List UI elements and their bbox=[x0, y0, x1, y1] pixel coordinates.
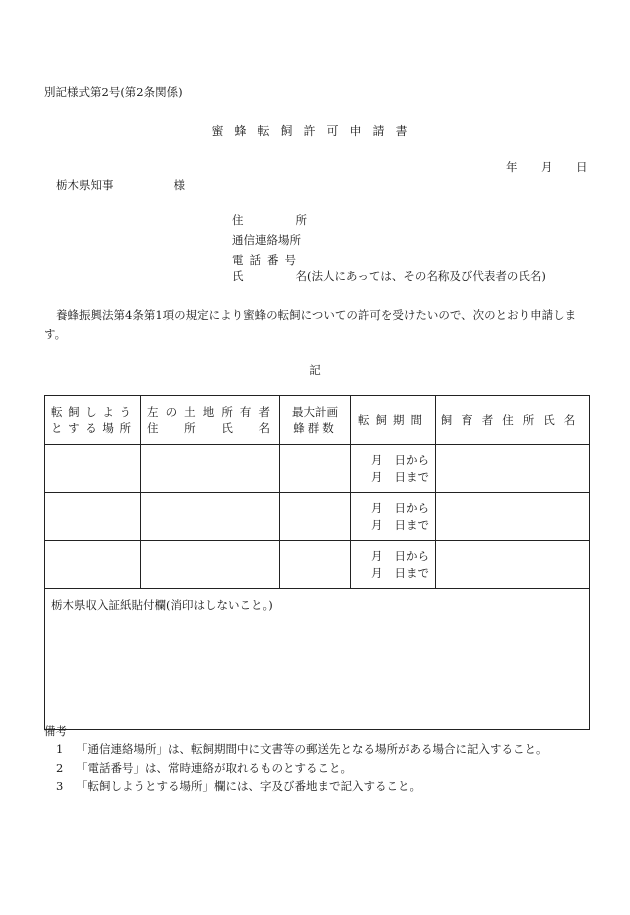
header-keeper: 飼育者住所氏名 bbox=[436, 396, 590, 445]
applicant-address-label: 住所 bbox=[232, 213, 307, 227]
header-owner-line1: 左の土地所有者 bbox=[147, 405, 273, 419]
cell-place[interactable] bbox=[45, 541, 141, 589]
date-day-label: 日 bbox=[576, 160, 588, 174]
addressee-honorific: 様 bbox=[173, 178, 185, 192]
period-from: 月 日から bbox=[371, 452, 429, 467]
cell-colonies[interactable] bbox=[280, 541, 351, 589]
header-period: 転飼期間 bbox=[351, 396, 436, 445]
cell-keeper[interactable] bbox=[436, 541, 590, 589]
application-statement: 養蜂振興法第4条第1項の規定により蜜蜂の転飼についての許可を受けたいので、次のとおり申請します。 bbox=[44, 308, 577, 341]
application-table bbox=[44, 395, 590, 730]
table-row bbox=[45, 493, 590, 541]
table-header-row bbox=[45, 396, 590, 445]
applicant-phone-label: 電話番号 bbox=[232, 253, 302, 267]
note-text: 「通信連絡場所」は、転飼期間中に文書等の郵送先となる場所がある場合に記入すること。 bbox=[76, 742, 548, 756]
cell-place[interactable] bbox=[45, 445, 141, 493]
date-month-label: 月 bbox=[541, 160, 553, 174]
note-item bbox=[56, 760, 352, 776]
header-colonies bbox=[280, 396, 351, 445]
header-owner bbox=[141, 396, 280, 445]
cell-colonies[interactable] bbox=[280, 445, 351, 493]
applicant-name-note: (法人にあっては、その名称及び代表者の氏名) bbox=[307, 269, 546, 283]
note-number: 3 bbox=[56, 779, 64, 793]
cell-period[interactable] bbox=[351, 493, 436, 541]
cell-place[interactable] bbox=[45, 493, 141, 541]
addressee bbox=[56, 177, 185, 193]
stamp-label: 栃木県収入証紙貼付欄(消印はしないこと。) bbox=[51, 598, 273, 612]
applicant-address-row bbox=[232, 212, 562, 228]
header-place: 転飼しようとする場所 bbox=[45, 396, 141, 445]
note-number: 2 bbox=[56, 761, 64, 775]
table-row bbox=[45, 541, 590, 589]
period-to: 月 日まで bbox=[371, 517, 429, 532]
table-row bbox=[45, 445, 590, 493]
form-label: 別記様式第2号(第2条関係) bbox=[44, 85, 183, 99]
stamp-row bbox=[45, 589, 590, 730]
period-to: 月 日まで bbox=[371, 469, 429, 484]
applicant-name-row bbox=[232, 268, 562, 284]
cell-period[interactable] bbox=[351, 445, 436, 493]
cell-owner[interactable] bbox=[141, 445, 280, 493]
note-text: 「転飼しようとする場所」欄には、字及び番地まで記入すること。 bbox=[76, 779, 421, 793]
cell-keeper[interactable] bbox=[436, 445, 590, 493]
cell-owner[interactable] bbox=[141, 541, 280, 589]
date-line bbox=[506, 159, 588, 175]
header-owner-line2: 住 所 氏 名 bbox=[147, 421, 273, 435]
period-from: 月 日から bbox=[371, 500, 429, 515]
period-from: 月 日から bbox=[371, 548, 429, 563]
note-item bbox=[56, 778, 421, 794]
applicant-contact-row bbox=[232, 232, 562, 248]
note-item bbox=[56, 741, 548, 757]
date-year-label: 年 bbox=[506, 160, 518, 174]
note-text: 「電話番号」は、常時連絡が取れるものとすること。 bbox=[76, 761, 352, 775]
cell-keeper[interactable] bbox=[436, 493, 590, 541]
notes-title: 備考 bbox=[44, 724, 67, 738]
cell-colonies[interactable] bbox=[280, 493, 351, 541]
period-to: 月 日まで bbox=[371, 565, 429, 580]
cell-owner[interactable] bbox=[141, 493, 280, 541]
applicant-phone-row bbox=[232, 252, 562, 268]
applicant-name-label: 氏名 bbox=[232, 269, 307, 283]
header-colonies-line1: 最大計画 bbox=[292, 405, 338, 419]
header-colonies-line2: 蜂群数 bbox=[293, 421, 337, 435]
note-number: 1 bbox=[56, 742, 64, 756]
revenue-stamp-area[interactable] bbox=[45, 589, 590, 730]
applicant-contact-label: 通信連絡場所 bbox=[232, 233, 301, 247]
ki-heading: 記 bbox=[309, 363, 321, 377]
addressee-name: 栃木県知事 bbox=[56, 178, 114, 192]
document-title: 蜜蜂転飼許可申請書 bbox=[211, 124, 419, 138]
cell-period[interactable] bbox=[351, 541, 436, 589]
